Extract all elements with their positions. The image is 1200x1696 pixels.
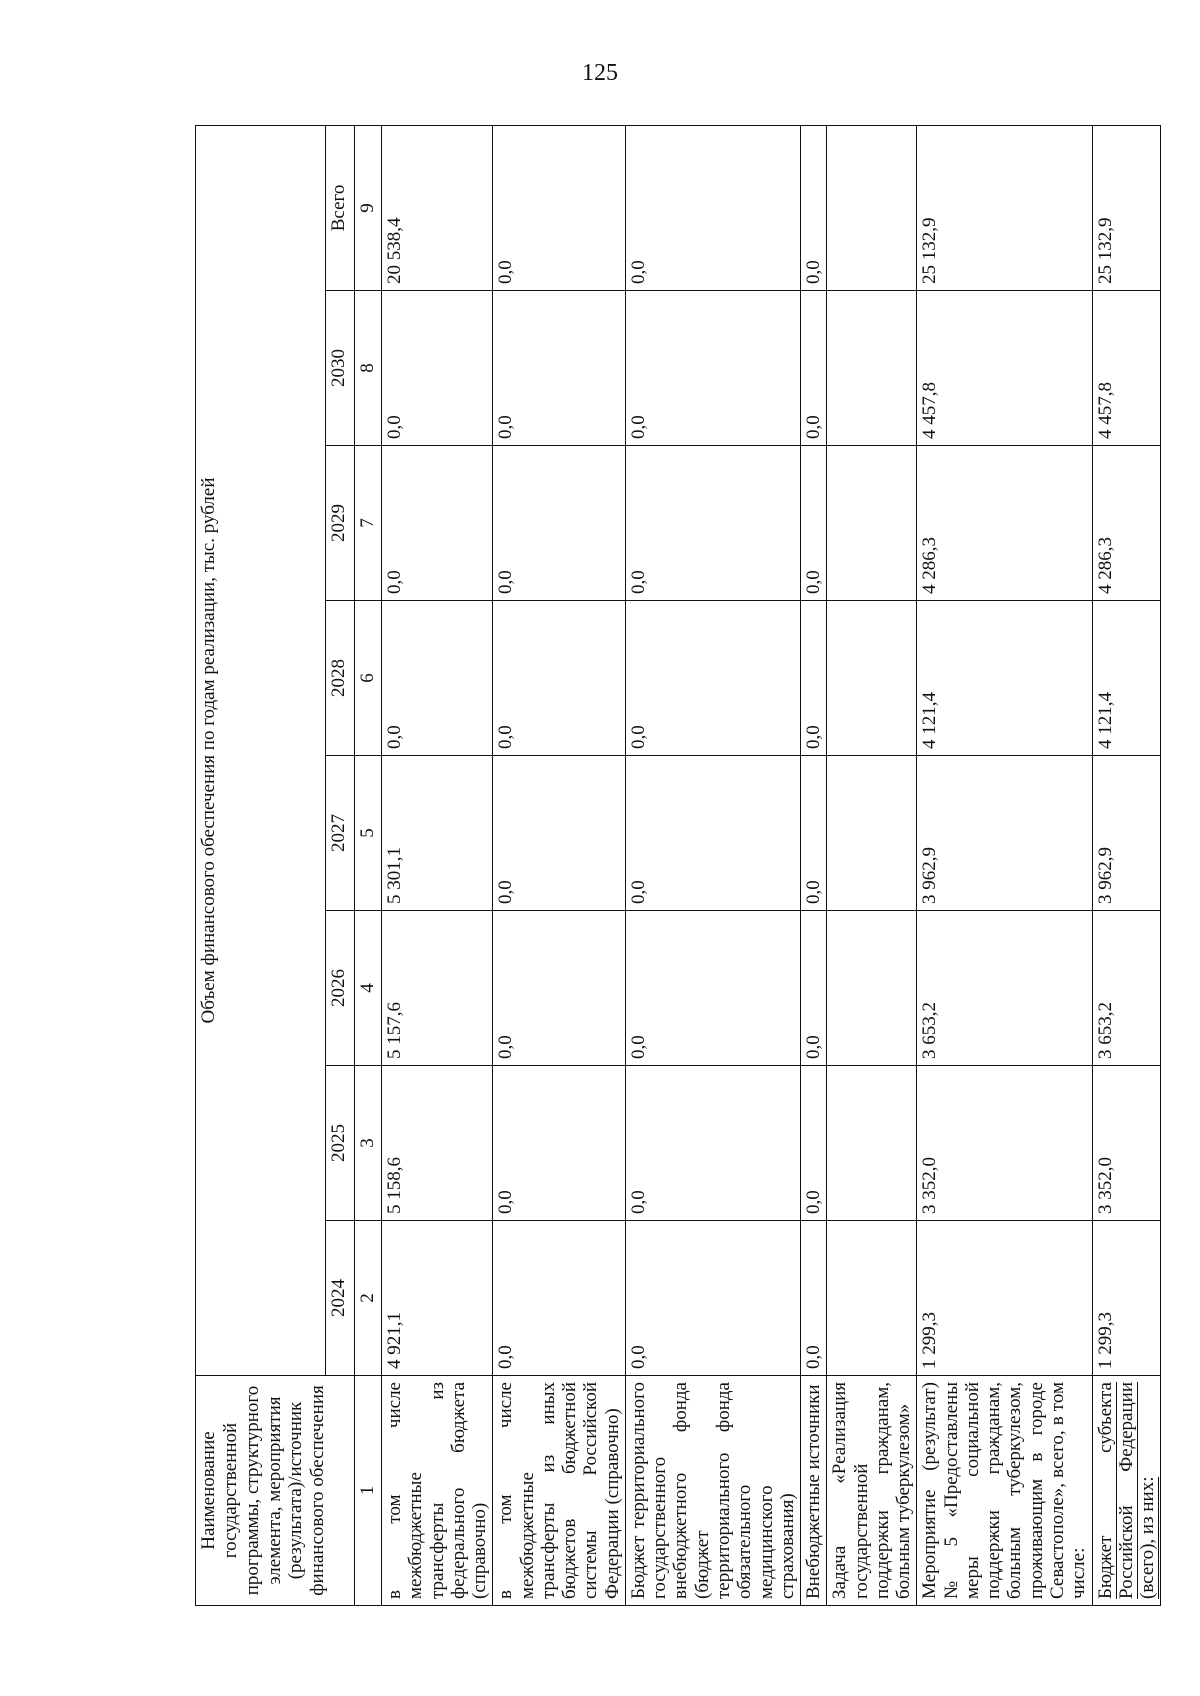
row-value: 0,0 (382, 601, 493, 756)
financing-volume-header: Объем финансового обеспечения по годам реализации, тыс. рублей (196, 125, 326, 1375)
row-name-text: Бюджет субъекта Российской Федерации (всего), из них: (1094, 1382, 1159, 1599)
row-name: Задача «Реализация государственной поддержки гражданам, больным туберкулезом» (827, 1376, 917, 1606)
row-name: Мероприятие (результат) № 5 «Предоставлены меры социальной поддержки гражданам, больным туберкулезом, проживающим в городе Севастополе», всего, в том числе: (917, 1376, 1092, 1606)
row-value: 0,0 (493, 756, 626, 911)
year-header: 2025 (326, 1066, 355, 1221)
row-value: 3 962,9 (1092, 756, 1161, 911)
column-number: 2 (355, 1221, 382, 1376)
row-value (827, 756, 917, 911)
table-row (827, 125, 917, 1605)
row-value: 0,0 (801, 1221, 827, 1376)
column-number: 4 (355, 911, 382, 1066)
page-number: 125 (582, 60, 618, 86)
row-value: 0,0 (493, 446, 626, 601)
column-number: 5 (355, 756, 382, 911)
row-value: 4 121,4 (917, 601, 1092, 756)
row-value (827, 601, 917, 756)
row-total: 0,0 (625, 125, 800, 290)
table-row (1092, 125, 1161, 1605)
row-value: 0,0 (801, 601, 827, 756)
table-row (382, 125, 493, 1605)
row-name: в том числе межбюджетные трансферты из иных бюджетов бюджетной системы Российской Федерации (справочно) (493, 1376, 626, 1606)
row-total: 25 132,9 (917, 125, 1092, 290)
column-number: 8 (355, 291, 382, 446)
row-total (827, 125, 917, 290)
row-value: 0,0 (625, 1066, 800, 1221)
row-value: 0,0 (801, 291, 827, 446)
row-value (827, 446, 917, 601)
row-name: Бюджет территориального государственного внебюджетного фонда (бюджет территориального фонда обязательного медицинского страхования) (625, 1376, 800, 1606)
column-number: 1 (355, 1376, 382, 1606)
row-value: 0,0 (493, 291, 626, 446)
year-header: 2030 (326, 291, 355, 446)
table-row (917, 125, 1092, 1605)
row-value: 1 299,3 (917, 1221, 1092, 1376)
row-value: 0,0 (625, 291, 800, 446)
row-value: 0,0 (801, 911, 827, 1066)
row-name (1092, 1376, 1161, 1606)
row-value (827, 1066, 917, 1221)
column-number: 3 (355, 1066, 382, 1221)
row-value: 4 286,3 (917, 446, 1092, 601)
row-value (827, 911, 917, 1066)
row-value (827, 291, 917, 446)
row-total: 25 132,9 (1092, 125, 1161, 290)
row-value: 0,0 (625, 756, 800, 911)
table-row (493, 125, 626, 1605)
row-value: 3 352,0 (1092, 1066, 1161, 1221)
row-value (827, 1221, 917, 1376)
row-value: 4 921,1 (382, 1221, 493, 1376)
row-value: 4 457,8 (917, 291, 1092, 446)
year-header: 2029 (326, 446, 355, 601)
column-number: 7 (355, 446, 382, 601)
row-value: 3 653,2 (917, 911, 1092, 1066)
row-total: 0,0 (801, 125, 827, 290)
rotated-table-wrapper (195, 126, 1159, 1606)
row-value: 0,0 (801, 1066, 827, 1221)
year-header: 2028 (326, 601, 355, 756)
row-value: 0,0 (625, 601, 800, 756)
row-value: 5 158,6 (382, 1066, 493, 1221)
name-column-header: Наименование государственной программы, структурного элемента, мероприятия (результата)/источник финансового обеспечения (196, 1376, 355, 1606)
row-value: 4 121,4 (1092, 601, 1161, 756)
column-number: 6 (355, 601, 382, 756)
row-value: 5 301,1 (382, 756, 493, 911)
row-value: 3 962,9 (917, 756, 1092, 911)
row-value: 0,0 (493, 1066, 626, 1221)
year-header: 2027 (326, 756, 355, 911)
row-name: в том числе межбюджетные трансферты из федерального бюджета (справочно) (382, 1376, 493, 1606)
table-row (801, 125, 827, 1605)
row-value: 0,0 (625, 911, 800, 1066)
row-total: 0,0 (493, 125, 626, 290)
row-value: 4 286,3 (1092, 446, 1161, 601)
row-name: Внебюджетные источники (801, 1376, 827, 1606)
row-value: 0,0 (801, 446, 827, 601)
table-row (625, 125, 800, 1605)
year-header: 2024 (326, 1221, 355, 1376)
total-header: Всего (326, 125, 355, 290)
row-value: 0,0 (382, 446, 493, 601)
row-value: 0,0 (382, 291, 493, 446)
row-value: 5 157,6 (382, 911, 493, 1066)
row-value: 0,0 (493, 911, 626, 1066)
row-value: 0,0 (625, 1221, 800, 1376)
row-value: 3 653,2 (1092, 911, 1161, 1066)
row-value: 0,0 (493, 601, 626, 756)
row-value: 0,0 (625, 446, 800, 601)
row-value: 4 457,8 (1092, 291, 1161, 446)
row-value: 0,0 (493, 1221, 626, 1376)
column-number-row (355, 125, 382, 1605)
row-total: 20 538,4 (382, 125, 493, 290)
row-value: 3 352,0 (917, 1066, 1092, 1221)
row-value: 1 299,3 (1092, 1221, 1161, 1376)
year-header: 2026 (326, 911, 355, 1066)
row-value: 0,0 (801, 756, 827, 911)
financing-table (195, 125, 1161, 1606)
column-number: 9 (355, 125, 382, 290)
